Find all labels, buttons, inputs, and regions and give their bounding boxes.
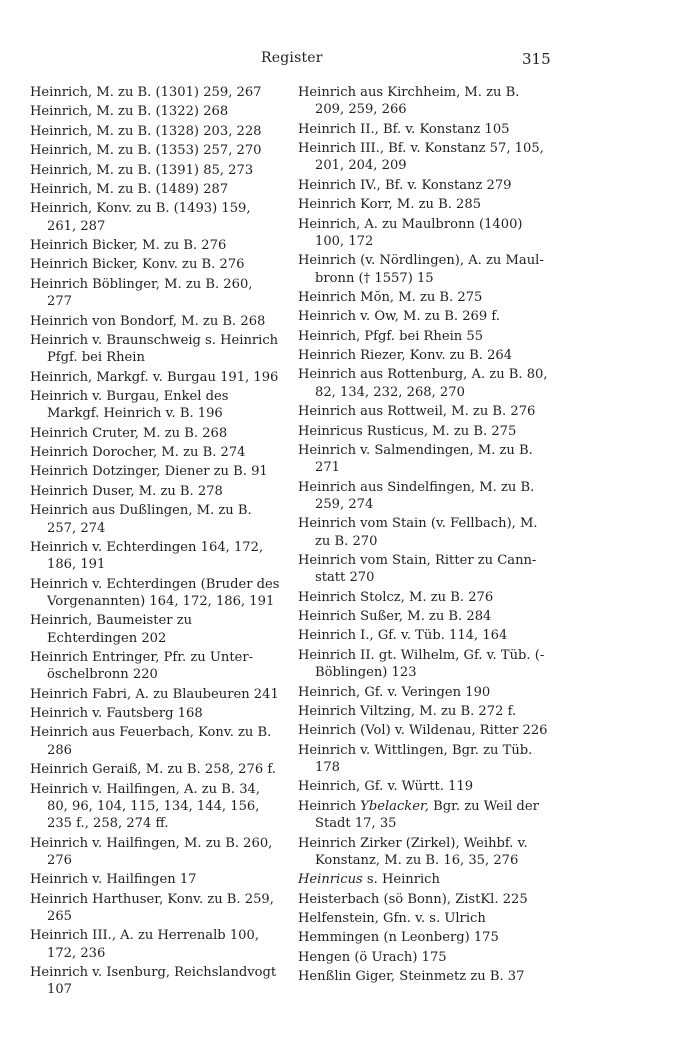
index-entry	[298, 552, 551, 587]
index-entry	[30, 181, 280, 198]
index-entry	[298, 589, 551, 606]
index-entry	[30, 705, 280, 722]
index-entry-text: Heinrich, Pfgf. bei Rhein 55	[298, 328, 484, 344]
index-entry-text: Heinrich Duser, M. zu B. 278	[30, 483, 223, 499]
index-entry	[298, 703, 551, 720]
index-entry	[30, 123, 280, 140]
index-entry	[298, 328, 551, 345]
index-entry-text: Heinrich aus Sindelfingen, M. zu B. 259, 274	[298, 479, 535, 512]
index-entry	[298, 442, 551, 477]
index-entry	[30, 724, 280, 759]
index-entry-text: Heinrich IV., Bf. v. Konstanz 279	[298, 177, 512, 193]
index-entry	[30, 891, 280, 926]
index-entry-text: Heinrich Böblinger, M. zu B. 260, 277	[30, 276, 253, 310]
index-entry-text: Heinrich, Markgf. v. Burgau 191, 196	[30, 369, 279, 385]
index-entry	[298, 515, 551, 550]
index-entry	[30, 576, 280, 611]
index-entry-text: Heinrich v. Salmendingen, M. zu B. 271	[298, 442, 533, 476]
index-entry-text: Heinrich, Baumeister zu Echterdingen 202	[30, 613, 193, 646]
index-entry-text: Heinrich, Gf. v. Württ. 119	[298, 779, 474, 795]
index-entry-text: Heinrich Cruter, M. zu B. 268	[30, 425, 228, 441]
index-entry	[30, 781, 280, 833]
index-entry	[30, 463, 280, 480]
index-entry	[298, 423, 551, 440]
index-entry	[30, 237, 280, 254]
index-entry	[298, 252, 551, 287]
index-entry-text: Hengen (ö Urach) 175	[298, 949, 447, 965]
index-entry	[30, 200, 280, 235]
index-entry	[298, 949, 551, 966]
index-entry-text: Heinrich Dotzinger, Diener zu B. 91	[30, 464, 268, 480]
index-entry-text: Heinrich, Konv. zu B. (1493) 159, 261, 287	[30, 201, 251, 234]
index-entry	[298, 289, 551, 306]
index-entry-text: Heinrich Riezer, Konv. zu B. 264	[298, 348, 513, 364]
index-entry-text: Heinrich, Gf. v. Veringen 190	[298, 684, 491, 700]
index-entry	[30, 256, 280, 273]
index-entry-text: Heinrich v. Ow, M. zu B. 269 f.	[298, 309, 500, 325]
index-entry-text: Heinrich v. Isenburg, Reichslandvogt 107	[30, 964, 277, 998]
index-entry-text: Heinrich aus Kirchheim, M. zu B. 209, 259, 266	[298, 85, 520, 118]
index-entry-text: Heinrich v. Echterdingen (Bruder des Vorgenannten) 164, 172, 186, 191	[30, 576, 280, 609]
index-entry-text: Heinrich v. Echterdingen 164, 172, 186, 191	[30, 539, 264, 573]
index-entry-text: Heinrich vom Stain, Ritter zu Cann-statt 270	[298, 553, 537, 586]
index-entry-text: Heinrich, M. zu B. (1391) 85, 273	[30, 162, 254, 178]
index-entry-text: Heinrich vom Stain (v. Fellbach), M. zu B. 270	[298, 516, 538, 549]
index-entry	[30, 142, 280, 159]
index-entry	[298, 910, 551, 927]
index-entry-text: Heinrich Dorocher, M. zu B. 274	[30, 445, 246, 461]
index-entry-text: Heinrich II. gt. Wilhelm, Gf. v. Tüb. (-Böblingen) 123	[298, 647, 545, 681]
index-entry	[30, 612, 280, 647]
page-number: 315	[522, 50, 551, 68]
index-entry-text: s. Heinrich	[362, 872, 440, 888]
index-column-left	[30, 84, 280, 1001]
index-entry	[298, 140, 551, 175]
index-entry	[30, 332, 280, 367]
index-entry	[30, 444, 280, 461]
index-entry-text: Heinrich (Vol) v. Wildenau, Ritter 226	[298, 723, 548, 739]
index-entry	[298, 968, 551, 985]
index-entry	[30, 761, 280, 778]
index-entry	[298, 891, 551, 908]
index-entry	[298, 121, 551, 138]
index-entry-text: Ybelacker,	[360, 798, 429, 814]
index-entry-text: Heinrich III., A. zu Herrenalb 100, 172, 236	[30, 928, 259, 961]
index-entry	[298, 347, 551, 364]
index-entry	[298, 196, 551, 213]
index-entry	[298, 308, 551, 325]
index-entry-text: Henßlin Giger, Steinmetz zu B. 37	[298, 969, 525, 985]
index-entry-text: Heinrich III., Bf. v. Konstanz 57, 105, 201, 204, 209	[298, 141, 544, 174]
index-entry	[30, 369, 280, 386]
index-entry	[298, 871, 551, 888]
index-entry-text: Heinrich Bicker, M. zu B. 276	[30, 238, 227, 254]
index-entry	[30, 927, 280, 962]
index-entry	[30, 871, 280, 888]
index-entry	[30, 276, 280, 311]
index-entry	[298, 835, 551, 870]
index-column-right	[298, 84, 551, 988]
index-entry-text: Heinrich Stolcz, M. zu B. 276	[298, 589, 494, 605]
index-entry-text: Heinrich v. Braunschweig s. Heinrich Pfgf. bei Rhein	[30, 332, 279, 366]
index-entry	[30, 835, 280, 870]
index-entry	[298, 647, 551, 682]
index-entry-text: Bgr. zu Weil der Stadt 17, 35	[315, 798, 539, 832]
index-entry-text: Heinrich (v. Nördlingen), A. zu Maul-bronn († 1557) 15	[298, 253, 544, 286]
index-entry-text: Heinrich, M. zu B. (1328) 203, 228	[30, 123, 262, 139]
index-entry-text: Heinrich v. Burgau, Enkel des Markgf. Heinrich v. B. 196	[30, 388, 229, 422]
index-entry	[298, 216, 551, 251]
index-entry	[30, 103, 280, 120]
index-entry	[298, 403, 551, 420]
index-entry-text: Heinrich v. Hailfingen, M. zu B. 260, 276	[30, 835, 273, 868]
index-entry	[30, 649, 280, 684]
index-entry	[30, 539, 280, 574]
index-entry-text: Heinrich	[298, 798, 361, 814]
index-entry	[298, 929, 551, 946]
index-entry-text: Heinrich aus Feuerbach, Konv. zu B. 286	[30, 725, 272, 758]
index-entry	[30, 964, 280, 999]
index-entry-text: Heinricus Rusticus, M. zu B. 275	[298, 423, 517, 439]
index-entry	[298, 608, 551, 625]
index-entry-text: Heinrich aus Dußlingen, M. zu B. 257, 274	[30, 503, 252, 536]
index-entry	[298, 366, 551, 401]
index-entry-text: Heinrich Entringer, Pfr. zu Unter-öschelbronn 220	[30, 649, 254, 683]
index-entry-text: Heinrich aus Rottweil, M. zu B. 276	[298, 404, 536, 420]
index-entry	[298, 798, 551, 833]
index-entry	[30, 84, 280, 101]
index-entry-text: Heinrich von Bondorf, M. zu B. 268	[30, 313, 266, 329]
index-entry	[298, 177, 551, 194]
index-entry-text: Heinrich, M. zu B. (1322) 268	[30, 104, 229, 120]
index-entry-text: Heinrich Geraiß, M. zu B. 258, 276 f.	[30, 762, 276, 778]
index-entry-text: Heinrich v. Hailfingen 17	[30, 872, 197, 888]
index-entry	[30, 686, 280, 703]
index-entry	[298, 684, 551, 701]
index-entry	[30, 502, 280, 537]
index-entry	[30, 483, 280, 500]
index-entry-text: Heinrich v. Hailfingen, A. zu B. 34, 80, 96, 104, 115, 134, 144, 156, 235 f., 258, 274 ff.	[30, 781, 261, 832]
index-entry	[30, 425, 280, 442]
index-entry-text: Heinrich, M. zu B. (1353) 257, 270	[30, 143, 262, 159]
index-entry-text: Heinrich Zirker (Zirkel), Weihbf. v. Konstanz, M. zu B. 16, 35, 276	[298, 835, 528, 868]
index-entry-text: Hemmingen (n Leonberg) 175	[298, 930, 499, 946]
index-entry-text: Heinrich I., Gf. v. Tüb. 114, 164	[298, 628, 508, 644]
index-entry-text: Heinrich v. Wittlingen, Bgr. zu Tüb. 178	[298, 742, 533, 776]
index-entry	[298, 742, 551, 777]
index-entry	[298, 722, 551, 739]
index-entry-text: Heinrich Viltzing, M. zu B. 272 f.	[298, 703, 517, 719]
index-entry-text: Helfenstein, Gfn. v. s. Ulrich	[298, 910, 486, 926]
index-entry-text: Heinrich aus Rottenburg, A. zu B. 80, 82, 134, 232, 268, 270	[298, 367, 548, 400]
index-entry	[30, 313, 280, 330]
index-entry-text: Heinrich Harthuser, Konv. zu B. 259, 265	[30, 891, 274, 924]
index-entry-text: Heinrich II., Bf. v. Konstanz 105	[298, 121, 510, 137]
index-entry-text: Heinrich Bicker, Konv. zu B. 276	[30, 257, 245, 273]
index-entry	[298, 627, 551, 644]
index-entry	[30, 388, 280, 423]
running-head: Register	[261, 50, 323, 66]
index-entry-text: Heinrich Korr, M. zu B. 285	[298, 197, 482, 213]
index-entry-text: Heinrich Fabri, A. zu Blaubeuren 241	[30, 686, 279, 702]
index-entry-text: Heinrich Sußer, M. zu B. 284	[298, 609, 492, 625]
index-entry-text: Heinrich Mŏn, M. zu B. 275	[298, 289, 483, 305]
index-entry-text: Heinricus	[298, 872, 363, 888]
index-entry	[298, 84, 551, 119]
index-entry-text: Heinrich, M. zu B. (1489) 287	[30, 181, 229, 197]
index-entry-text: Heisterbach (sö Bonn), ZistKl. 225	[298, 891, 528, 907]
index-entry-text: Heinrich, M. zu B. (1301) 259, 267	[30, 85, 262, 100]
index-entry-text: Heinrich v. Fautsberg 168	[30, 706, 203, 722]
index-entry	[298, 778, 551, 795]
index-entry	[298, 479, 551, 514]
index-entry	[30, 162, 280, 179]
index-entry-text: Heinrich, A. zu Maulbronn (1400) 100, 172	[298, 216, 523, 249]
